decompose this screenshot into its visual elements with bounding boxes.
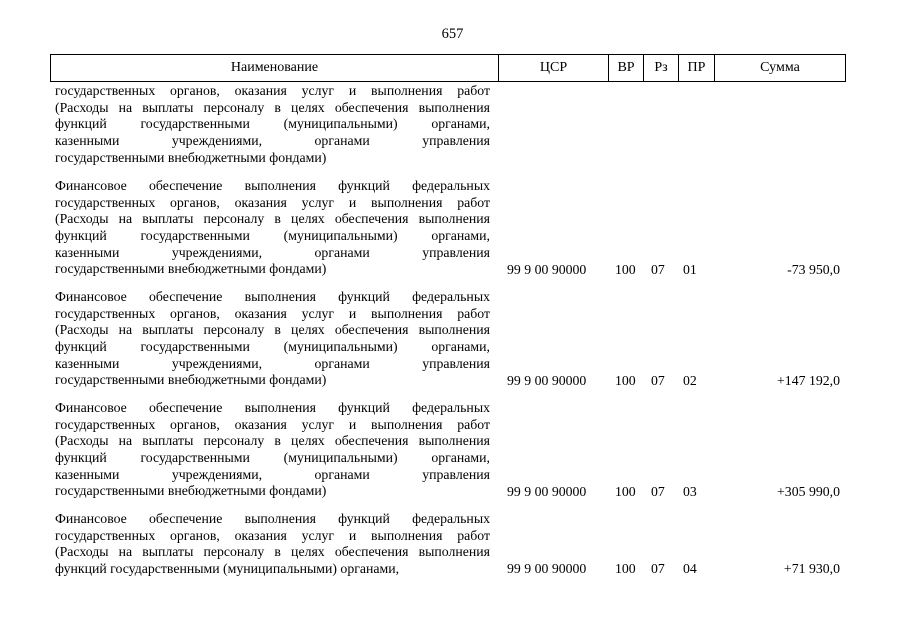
row-pr: 03 [683, 483, 697, 499]
row-csr: 99 9 00 90000 [507, 561, 587, 577]
page-number: 657 [441, 26, 464, 42]
row-sum: -73 950,0 [787, 261, 840, 277]
row-csr: 99 9 00 90000 [507, 483, 587, 499]
description-line: (Расходы на выплаты персоналу в целях обеспечения выполнения [55, 211, 490, 227]
row-description [55, 511, 490, 578]
description-line: государственных органов, оказания услуг и выполнения работ [55, 527, 490, 543]
description-line: казенными учреждениями, органами управления [55, 355, 490, 371]
description-line: (Расходы на выплаты персоналу в целях обеспечения выполнения [55, 544, 490, 560]
row-rz: 07 [651, 483, 665, 499]
description-line: функций государственными (муниципальными) органами, [55, 228, 490, 244]
row-csr: 99 9 00 90000 [507, 372, 587, 388]
description-line: государственных органов, оказания услуг и выполнения работ [55, 305, 490, 321]
header-csr: ЦСР [498, 55, 608, 81]
description-line: государственных органов, оказания услуг и выполнения работ [55, 83, 490, 98]
description-line: функций государственными (муниципальными) органами, [55, 561, 400, 577]
row-rz: 07 [651, 561, 665, 577]
description-line: Финансовое обеспечение выполнения функций федеральных [55, 511, 490, 526]
row-vr: 100 [615, 261, 636, 277]
row-sum: +71 930,0 [783, 561, 840, 577]
description-line: государственными внебюджетными фондами) [55, 372, 327, 388]
row-pr: 02 [683, 372, 697, 388]
description-line: казенными учреждениями, органами управления [55, 244, 490, 260]
description-line: государственных органов, оказания услуг и выполнения работ [55, 416, 490, 432]
header-name: Наименование [230, 60, 319, 75]
row-vr: 100 [615, 561, 636, 577]
header-vr: ВР [608, 55, 643, 81]
row-sum: +147 192,0 [777, 372, 840, 388]
description-line: казенными учреждениями, органами управления [55, 466, 490, 482]
row-sum: +305 990,0 [777, 483, 840, 499]
description-line: функций государственными (муниципальными) органами, [55, 339, 490, 355]
description-line: Финансовое обеспечение выполнения функций федеральных [55, 400, 490, 415]
description-line: государственными внебюджетными фондами) [55, 483, 327, 499]
description-line: Финансовое обеспечение выполнения функций федеральных [55, 178, 490, 193]
description-line: функций государственными (муниципальными) органами, [55, 450, 490, 466]
row-description [55, 400, 490, 500]
description-line: (Расходы на выплаты персоналу в целях обеспечения выполнения [55, 99, 490, 115]
header-pr: ПР [678, 55, 714, 81]
row-vr: 100 [615, 483, 636, 499]
row-vr: 100 [615, 372, 636, 388]
header-rz: Рз [643, 55, 678, 81]
description-line: государственными внебюджетными фондами) [55, 261, 327, 277]
row-pr: 01 [683, 261, 697, 277]
row-description [55, 289, 490, 389]
description-line: государственными внебюджетными фондами) [55, 149, 327, 165]
row-description [55, 178, 490, 278]
description-line: функций государственными (муниципальными) органами, [55, 116, 490, 132]
description-line: Финансовое обеспечение выполнения функций федеральных [55, 289, 490, 304]
description-line: (Расходы на выплаты персоналу в целях обеспечения выполнения [55, 433, 490, 449]
row-rz: 07 [651, 261, 665, 277]
row-csr: 99 9 00 90000 [507, 261, 587, 277]
description-line: (Расходы на выплаты персоналу в целях обеспечения выполнения [55, 322, 490, 338]
table-header [50, 54, 846, 82]
description-line: казенными учреждениями, органами управления [55, 133, 490, 149]
description-line: государственных органов, оказания услуг и выполнения работ [55, 194, 490, 210]
row-rz: 07 [651, 372, 665, 388]
header-sum: Сумма [714, 55, 845, 81]
row-pr: 04 [683, 561, 697, 577]
row-description [55, 83, 490, 166]
